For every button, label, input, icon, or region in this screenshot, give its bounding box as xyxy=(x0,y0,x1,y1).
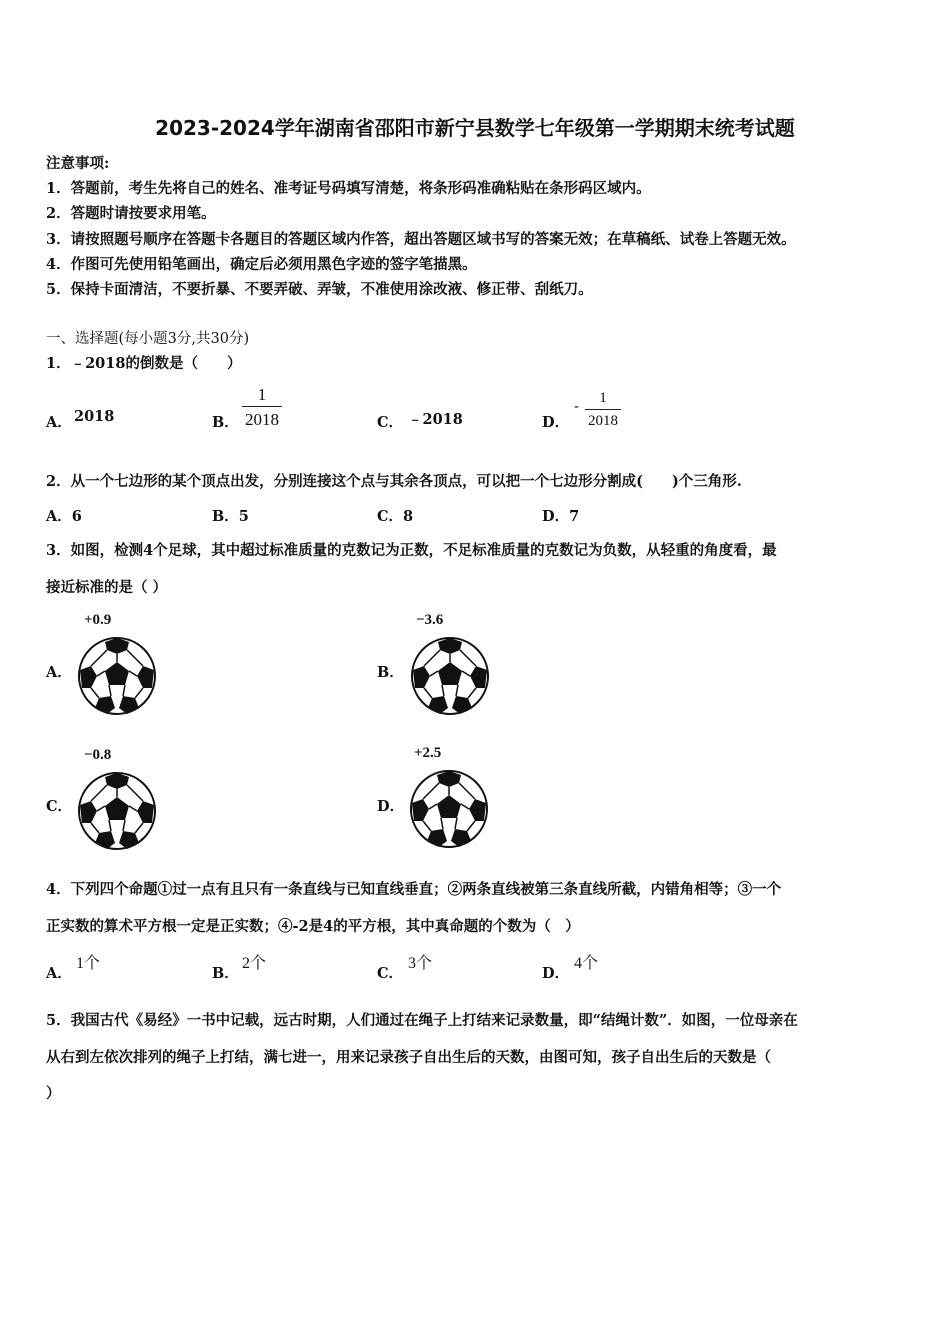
q3-option-d-value: +2.5 xyxy=(414,745,442,761)
question-3-line-2: 接近标准的是（ ） xyxy=(46,579,168,596)
soccer-ball-icon xyxy=(77,636,157,716)
q4-option-c-value: 3个 xyxy=(408,955,433,972)
q3-option-c-value: −0.8 xyxy=(84,747,112,763)
q3-option-a-value: +0.9 xyxy=(84,612,112,628)
q1-option-c-value: ﹣2018 xyxy=(408,411,463,428)
question-4-line-1: 4．下列四个命题①过一点有且只有一条直线与已知直线垂直；②两条直线被第三条直线所截，内错角相等；③一个 xyxy=(46,881,782,898)
q3-option-d-label: D． xyxy=(377,798,405,815)
q2-option-b: B．5 xyxy=(212,508,249,525)
q2-option-c: C．8 xyxy=(377,508,414,525)
soccer-ball-icon xyxy=(409,769,489,849)
page-title: 2023-2024学年湖南省邵阳市新宁县数学七年级第一学期期末统考试题 xyxy=(155,116,795,140)
question-1-stem: 1．﹣2018的倒数是（ ） xyxy=(46,355,242,372)
fraction-numerator: 1 xyxy=(257,385,267,404)
notice-item: 3．请按照题号顺序在答题卡各题目的答题区域内作答，超出答题区域书写的答案无效；在草稿纸、试卷上答题无效。 xyxy=(46,231,796,248)
q2-option-d: D．7 xyxy=(542,508,580,525)
notice-item: 2．答题时请按要求用笔。 xyxy=(46,205,216,222)
q4-option-b-label: B． xyxy=(212,965,239,982)
fraction-denominator: 2018 xyxy=(588,413,618,429)
q3-option-b-label: B． xyxy=(377,664,404,681)
soccer-ball-icon xyxy=(77,771,157,851)
q1-option-a-value: 2018 xyxy=(74,408,115,425)
q1-option-b-label: B． xyxy=(212,414,239,431)
q2-option-a: A．6 xyxy=(46,508,82,525)
q3-option-b-value: −3.6 xyxy=(416,612,444,628)
section-heading: 一、选择题(每小题3分,共30分) xyxy=(46,331,250,347)
question-2-stem: 2．从一个七边形的某个顶点出发，分别连接这个点与其余各顶点，可以把一个七边形分割成( )个三角形. xyxy=(46,473,742,490)
q1-option-b-fraction xyxy=(242,386,282,428)
notice-item: 1．答题前，考生先将自己的姓名、准考证号码填写清楚，将条形码准确粘贴在条形码区域内。 xyxy=(46,180,651,197)
question-5-line-1: 5．我国古代《易经》一书中记载，远古时期，人们通过在绳子上打结来记录数量，即“结绳计数”．如图，一位母亲在 xyxy=(46,1012,798,1029)
q3-option-c-label: C． xyxy=(46,798,73,815)
q1-option-d-sign: - xyxy=(574,399,579,415)
q4-option-b-value: 2个 xyxy=(242,955,267,972)
notice-item: 5．保持卡面清洁，不要折暴、不要弄破、弄皱，不准使用涂改液、修正带、刮纸刀。 xyxy=(46,281,593,298)
question-5-line-2: 从右到左依次排列的绳子上打结，满七进一，用来记录孩子自出生后的天数，由图可知，孩子自出生后的天数是（ xyxy=(46,1049,771,1066)
q4-option-a-value: 1个 xyxy=(76,955,101,972)
soccer-ball-icon xyxy=(410,636,490,716)
q1-option-d-fraction xyxy=(585,391,621,429)
question-5-line-3: ） xyxy=(46,1085,61,1102)
q4-option-d-label: D． xyxy=(542,965,570,982)
q1-option-d-label: D． xyxy=(542,414,570,431)
fraction-denominator: 2018 xyxy=(245,410,279,429)
q4-option-a-label: A． xyxy=(46,965,72,982)
question-3-line-1: 3．如图，检测4个足球，其中超过标准质量的克数记为正数，不足标准质量的克数记为负数，从轻重的角度看，最 xyxy=(46,542,777,559)
notice-item: 4．作图可先使用铅笔画出，确定后必须用黑色字迹的签字笔描黑。 xyxy=(46,256,477,273)
q4-option-c-label: C． xyxy=(377,965,404,982)
notice-heading: 注意事项: xyxy=(46,155,110,172)
question-4-line-2: 正实数的算术平方根一定是正实数；④-2是4的平方根，其中真命题的个数为（ ） xyxy=(46,918,580,935)
q1-option-a-label: A． xyxy=(46,414,72,431)
q1-option-c-label: C． xyxy=(377,414,404,431)
fraction-numerator: 1 xyxy=(599,390,607,406)
q3-option-a-label: A． xyxy=(46,664,72,681)
q4-option-d-value: 4个 xyxy=(574,955,599,972)
